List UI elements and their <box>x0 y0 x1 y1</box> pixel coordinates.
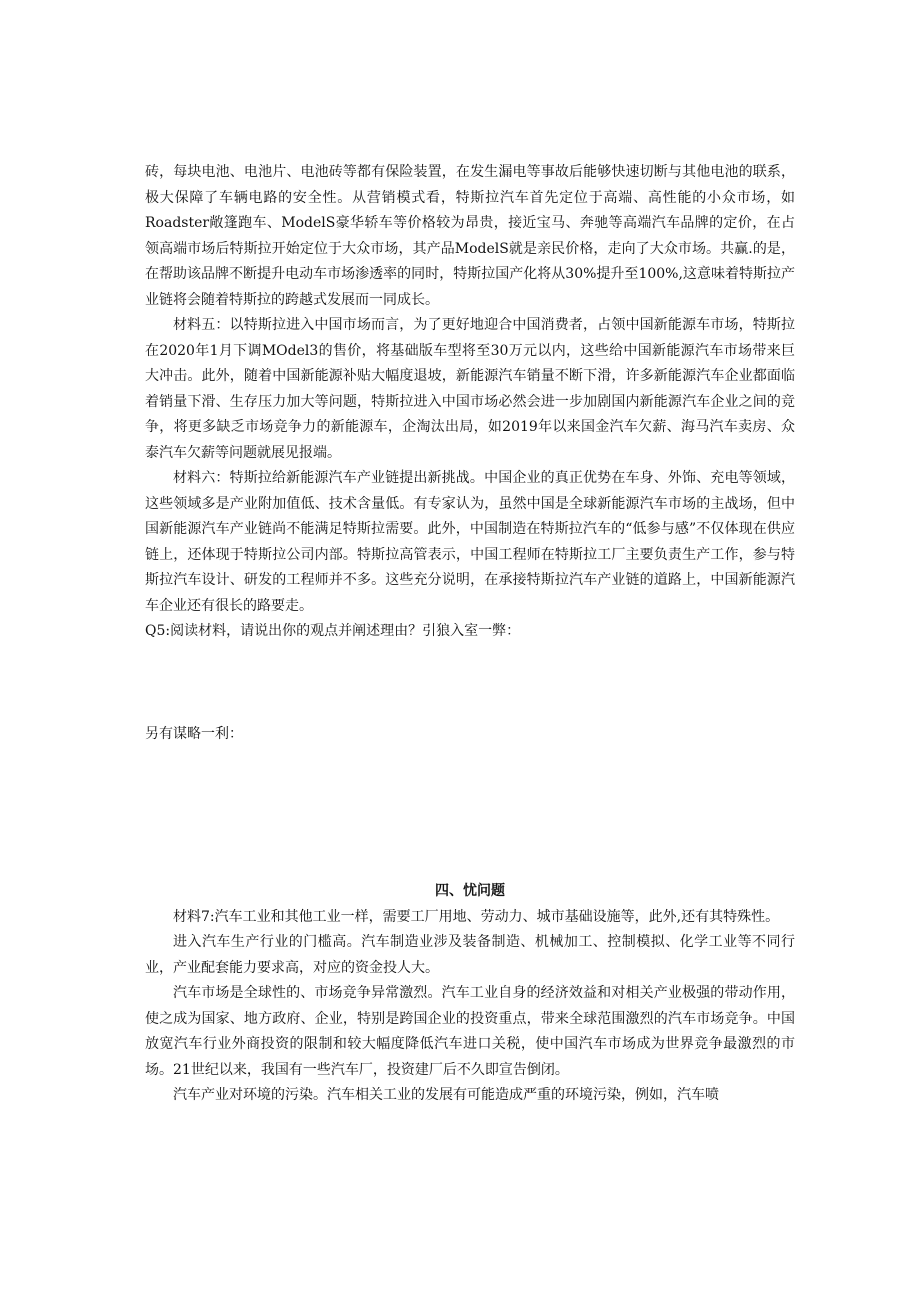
paragraph-material-7-threshold: 进入汽车生产行业的门槛高。汽车制造业涉及装备制造、机械加工、控制模拟、化学工业等不同行业，产业配套能力要求高，对应的资金投人大。 <box>145 934 795 976</box>
document-page <box>145 160 795 1109</box>
paragraph-material-7-intro: 材料7:汽车工业和其他工业一样，需要工厂用地、劳动力、城市基础设施等，此外,还有其特殊性。 <box>173 908 780 925</box>
paragraph-material-7-market: 汽车市场是全球性的、市场竞争异常激烈。汽车工业自身的经济效益和对相关产业极强的带动作用，使之成为国家、地方政府、企业，特别是跨国企业的投资重点，带来全球范围激烈的汽车市场竞争。中国放宽汽车行业外商投资的限制和较大幅度降低汽车进口关税，使中国汽车市场成为世界竞争最激烈的市场。21世纪以来，我国有一些汽车厂，投资建厂后不久即宣告倒闭。 <box>145 985 795 1078</box>
answer-space-1 <box>145 645 795 722</box>
paragraph-material-5: 材料五：以特斯拉进入中国市场而言，为了更好地迎合中国消费者，占领中国新能源车市场，特斯拉在2020年1月下调MOdel3的售价，将基础版车型将至30万元以内，这些给中国新能源汽车市场带来巨大冲击。此外，随着中国新能源补贴大幅度退坡，新能源汽车销量不断下滑，许多新能源汽车企业都面临着销量下滑、生存压力加大等问题，特斯拉进入中国市场必然会进一步加剧国内新能源汽车企业之间的竞争，将更多缺乏市场竞争力的新能源车，企淘汰出局，如2019年以来国金汽车欠薪、海马汽车卖房、众泰汽车欠薪等问题就展见报端。 <box>145 317 795 461</box>
paragraph-continuation: 砖，每块电池、电池片、电池砖等都有保险装置，在发生漏电等事故后能够快速切断与其他电池的联系，极大保障了车辆电路的安全性。从营销模式看，特斯拉汽车首先定位于高端、高性能的小众市场，如Roadster敞篷跑车、ModelS豪华轿车等价格较为昂贵，接近宝马、奔驰等高端汽车品牌的定价，在占领高端市场后特斯拉开始定位于大众市场，其产品ModelS就是亲民价格，走向了大众市场。共赢.的是，在帮助该品牌不断提升电动车市场渗透率的同时，特斯拉国产化将从30%提升至100%,这意味着特斯拉产业链将会随着特斯拉的跨越式发展而一同成长。 <box>145 164 795 308</box>
paragraph-material-6: 材料六：特斯拉给新能源汽车产业链提出新挑战。中国企业的真正优势在车身、外饰、充电等领域，这些领域多是产业附加值低、技术含量低。有专家认为，虽然中国是全球新能源汽车市场的主战场，但中国新能源汽车产业链尚不能满足特斯拉需要。此外，中国制造在特斯拉汽车的“低参与感”不仅体现在供应链上，还体现于特斯拉公司内部。特斯拉高管表示，中国工程师在特斯拉工厂主要负责生产工作，参与特斯拉汽车设计、研发的工程师并不多。这些充分说明，在承接特斯拉汽车产业链的道路上，中国新能源汽车企业还有很长的路要走。 <box>145 470 795 614</box>
answer-space-2 <box>145 747 795 879</box>
another-point-label: 另有谋略一利： <box>145 725 243 742</box>
question-5: Q5:阅读材料，请说出你的观点并阐述理由？引狼入室一弊： <box>145 623 521 639</box>
section-4-heading: 四、忧问题 <box>435 883 505 899</box>
paragraph-material-7-pollution: 汽车产业对环境的污染。汽车相关工业的发展有可能造成严重的环境污染，例如，汽车喷 <box>173 1087 719 1103</box>
